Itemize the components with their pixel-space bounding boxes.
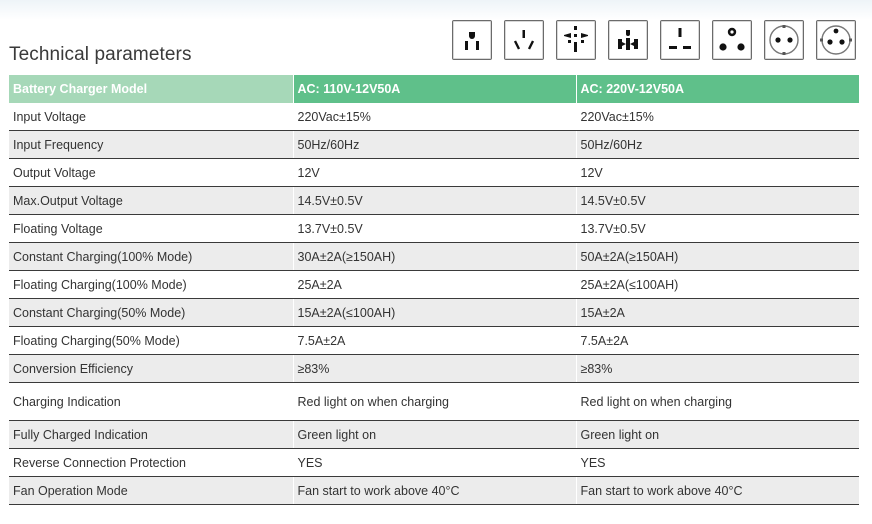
header-110v: AC: 110V-12V50A xyxy=(293,75,576,103)
table-row xyxy=(9,187,859,215)
universal-outlet-2-icon xyxy=(608,20,648,60)
table-row xyxy=(9,477,859,505)
param-name: Floating Voltage xyxy=(9,215,293,243)
value-110v: Green light on xyxy=(293,421,576,449)
table-row xyxy=(9,355,859,383)
value-110v: Red light on when charging xyxy=(293,383,576,421)
value-220v: Red light on when charging xyxy=(576,383,859,421)
value-110v: 12V xyxy=(293,159,576,187)
value-220v: 50A±2A(≥150AH) xyxy=(576,243,859,271)
us-outlet-icon xyxy=(452,20,492,60)
param-name: Floating Charging(50% Mode) xyxy=(9,327,293,355)
value-220v: 220Vac±15% xyxy=(576,103,859,131)
value-110v: 30A±2A(≥150AH) xyxy=(293,243,576,271)
value-220v: 7.5A±2A xyxy=(576,327,859,355)
value-110v: 25A±2A xyxy=(293,271,576,299)
eu-schuko-outlet-icon xyxy=(764,20,804,60)
value-220v: 12V xyxy=(576,159,859,187)
bs546-outlet-icon xyxy=(712,20,752,60)
value-220v: 15A±2A xyxy=(576,299,859,327)
param-name: Conversion Efficiency xyxy=(9,355,293,383)
value-220v: 13.7V±0.5V xyxy=(576,215,859,243)
table-row xyxy=(9,421,859,449)
value-220v: ≥83% xyxy=(576,355,859,383)
universal-outlet-icon xyxy=(556,20,596,60)
value-110v: 50Hz/60Hz xyxy=(293,131,576,159)
table-row xyxy=(9,103,859,131)
param-name: Charging Indication xyxy=(9,383,293,421)
value-110v: YES xyxy=(293,449,576,477)
header-220v: AC: 220V-12V50A xyxy=(576,75,859,103)
table-row xyxy=(9,131,859,159)
table-row xyxy=(9,215,859,243)
au-outlet-icon xyxy=(504,20,544,60)
param-name: Output Voltage xyxy=(9,159,293,187)
value-220v: Fan start to work above 40°C xyxy=(576,477,859,505)
plug-type-icons xyxy=(452,20,872,60)
param-name: Constant Charging(50% Mode) xyxy=(9,299,293,327)
uk-outlet-icon xyxy=(660,20,700,60)
table-row xyxy=(9,327,859,355)
value-110v: 15A±2A(≤100AH) xyxy=(293,299,576,327)
param-name: Input Frequency xyxy=(9,131,293,159)
table-row xyxy=(9,383,859,421)
value-110v: 220Vac±15% xyxy=(293,103,576,131)
param-name: Constant Charging(100% Mode) xyxy=(9,243,293,271)
spec-table xyxy=(9,75,859,505)
page-title: Technical parameters xyxy=(9,44,192,65)
param-name: Input Voltage xyxy=(9,103,293,131)
value-220v: 50Hz/60Hz xyxy=(576,131,859,159)
table-row xyxy=(9,243,859,271)
table-row xyxy=(9,271,859,299)
param-name: Floating Charging(100% Mode) xyxy=(9,271,293,299)
value-110v: 13.7V±0.5V xyxy=(293,215,576,243)
value-110v: 14.5V±0.5V xyxy=(293,187,576,215)
param-name: Fully Charged Indication xyxy=(9,421,293,449)
table-row xyxy=(9,299,859,327)
value-220v: 14.5V±0.5V xyxy=(576,187,859,215)
value-220v: YES xyxy=(576,449,859,477)
value-110v: Fan start to work above 40°C xyxy=(293,477,576,505)
header-model: Battery Charger Model xyxy=(9,75,293,103)
table-row xyxy=(9,159,859,187)
value-110v: 7.5A±2A xyxy=(293,327,576,355)
table-row xyxy=(9,449,859,477)
top-band xyxy=(0,0,872,20)
value-220v: Green light on xyxy=(576,421,859,449)
table-header-row xyxy=(9,75,859,103)
param-name: Fan Operation Mode xyxy=(9,477,293,505)
fr-outlet-icon xyxy=(816,20,856,60)
value-220v: 25A±2A(≤100AH) xyxy=(576,271,859,299)
param-name: Max.Output Voltage xyxy=(9,187,293,215)
param-name: Reverse Connection Protection xyxy=(9,449,293,477)
value-110v: ≥83% xyxy=(293,355,576,383)
